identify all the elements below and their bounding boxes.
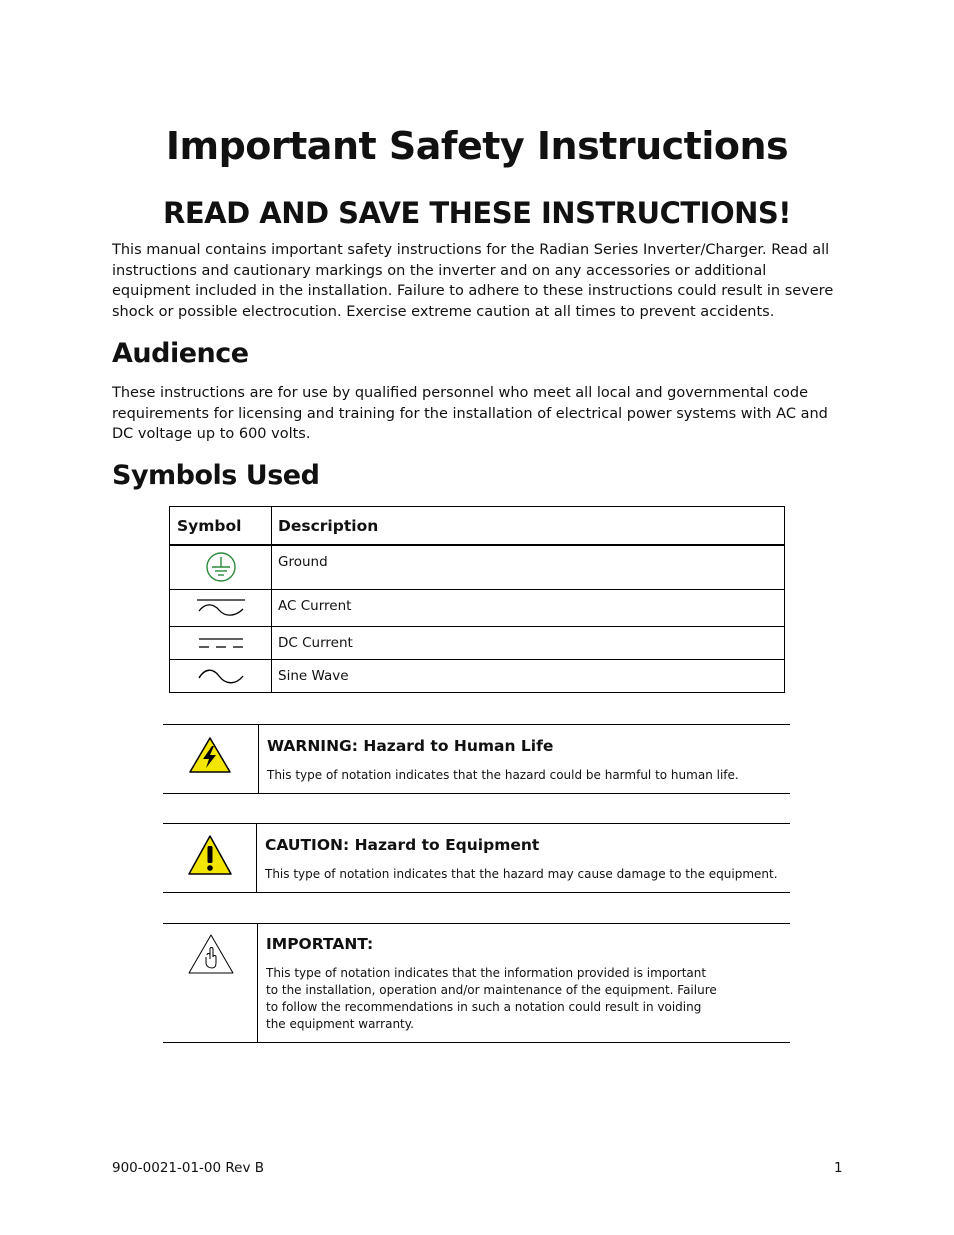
notice-icon-cell — [163, 824, 257, 892]
pointing-hand-icon — [187, 933, 235, 975]
page-subtitle: READ AND SAVE THESE INSTRUCTIONS! — [163, 196, 791, 230]
notice-text: This type of notation indicates that the hazard may cause damage to the equipment. — [265, 867, 778, 881]
electrical-hazard-icon — [188, 736, 232, 774]
footer-doc-number: 900-0021-01-00 Rev B — [112, 1160, 265, 1176]
symbol-column-header: Symbol — [170, 507, 272, 546]
ac-current-icon — [195, 596, 247, 620]
dc-current-icon — [195, 633, 247, 653]
notice-title: CAUTION: Hazard to Equipment — [265, 836, 540, 854]
description-cell: Ground — [272, 545, 785, 589]
notice-icon-cell — [163, 725, 259, 793]
symbols-heading: Symbols Used — [112, 460, 320, 491]
description-cell: DC Current — [272, 626, 785, 659]
notice-title: WARNING: Hazard to Human Life — [267, 737, 554, 755]
page-title: Important Safety Instructions — [165, 124, 789, 168]
notice-text: This type of notation indicates that the information provided is important to the installation, operation and/or maintenance of the equipment. Failure to follow the recommendations in such a notation could result in voiding the equipment warranty. — [266, 966, 717, 1031]
description-column-header: Description — [272, 507, 785, 546]
audience-paragraph: These instructions are for use by qualified personnel who meet all local and governmental code requirements for licensing and training for the installation of electrical power systems with AC and DC voltage up to 600 volts. — [112, 385, 828, 443]
exclamation-warning-icon — [187, 834, 233, 876]
notice-title: IMPORTANT: — [266, 935, 374, 953]
notice-icon-cell — [163, 924, 258, 1042]
table-row — [170, 659, 785, 692]
audience-heading: Audience — [112, 338, 249, 369]
symbol-cell — [170, 626, 272, 659]
table-row — [170, 545, 785, 589]
table-row — [170, 626, 785, 659]
footer-page-number: 1 — [834, 1160, 843, 1176]
intro-paragraph: This manual contains important safety instructions for the Radian Series Inverter/Charger. Read all instructions and cautionary markings on the inverter and on any accessories or additional equipment included in the installation. Failure to adhere to these instructions could result in severe shock or possible electrocution. Exercise extreme caution at all times to prevent accidents. — [112, 242, 834, 321]
important-notice — [163, 923, 790, 1043]
symbols-table — [169, 506, 785, 693]
symbols-table-header — [170, 507, 785, 546]
ground-icon — [204, 551, 238, 583]
symbol-cell — [170, 545, 272, 589]
description-cell: Sine Wave — [272, 659, 785, 692]
notice-text: This type of notation indicates that the hazard could be harmful to human life. — [267, 768, 739, 782]
symbol-cell — [170, 659, 272, 692]
sine-wave-icon — [195, 665, 247, 687]
symbol-cell — [170, 589, 272, 626]
caution-notice — [163, 823, 790, 893]
description-cell: AC Current — [272, 589, 785, 626]
table-row — [170, 589, 785, 626]
warning-notice — [163, 724, 790, 794]
